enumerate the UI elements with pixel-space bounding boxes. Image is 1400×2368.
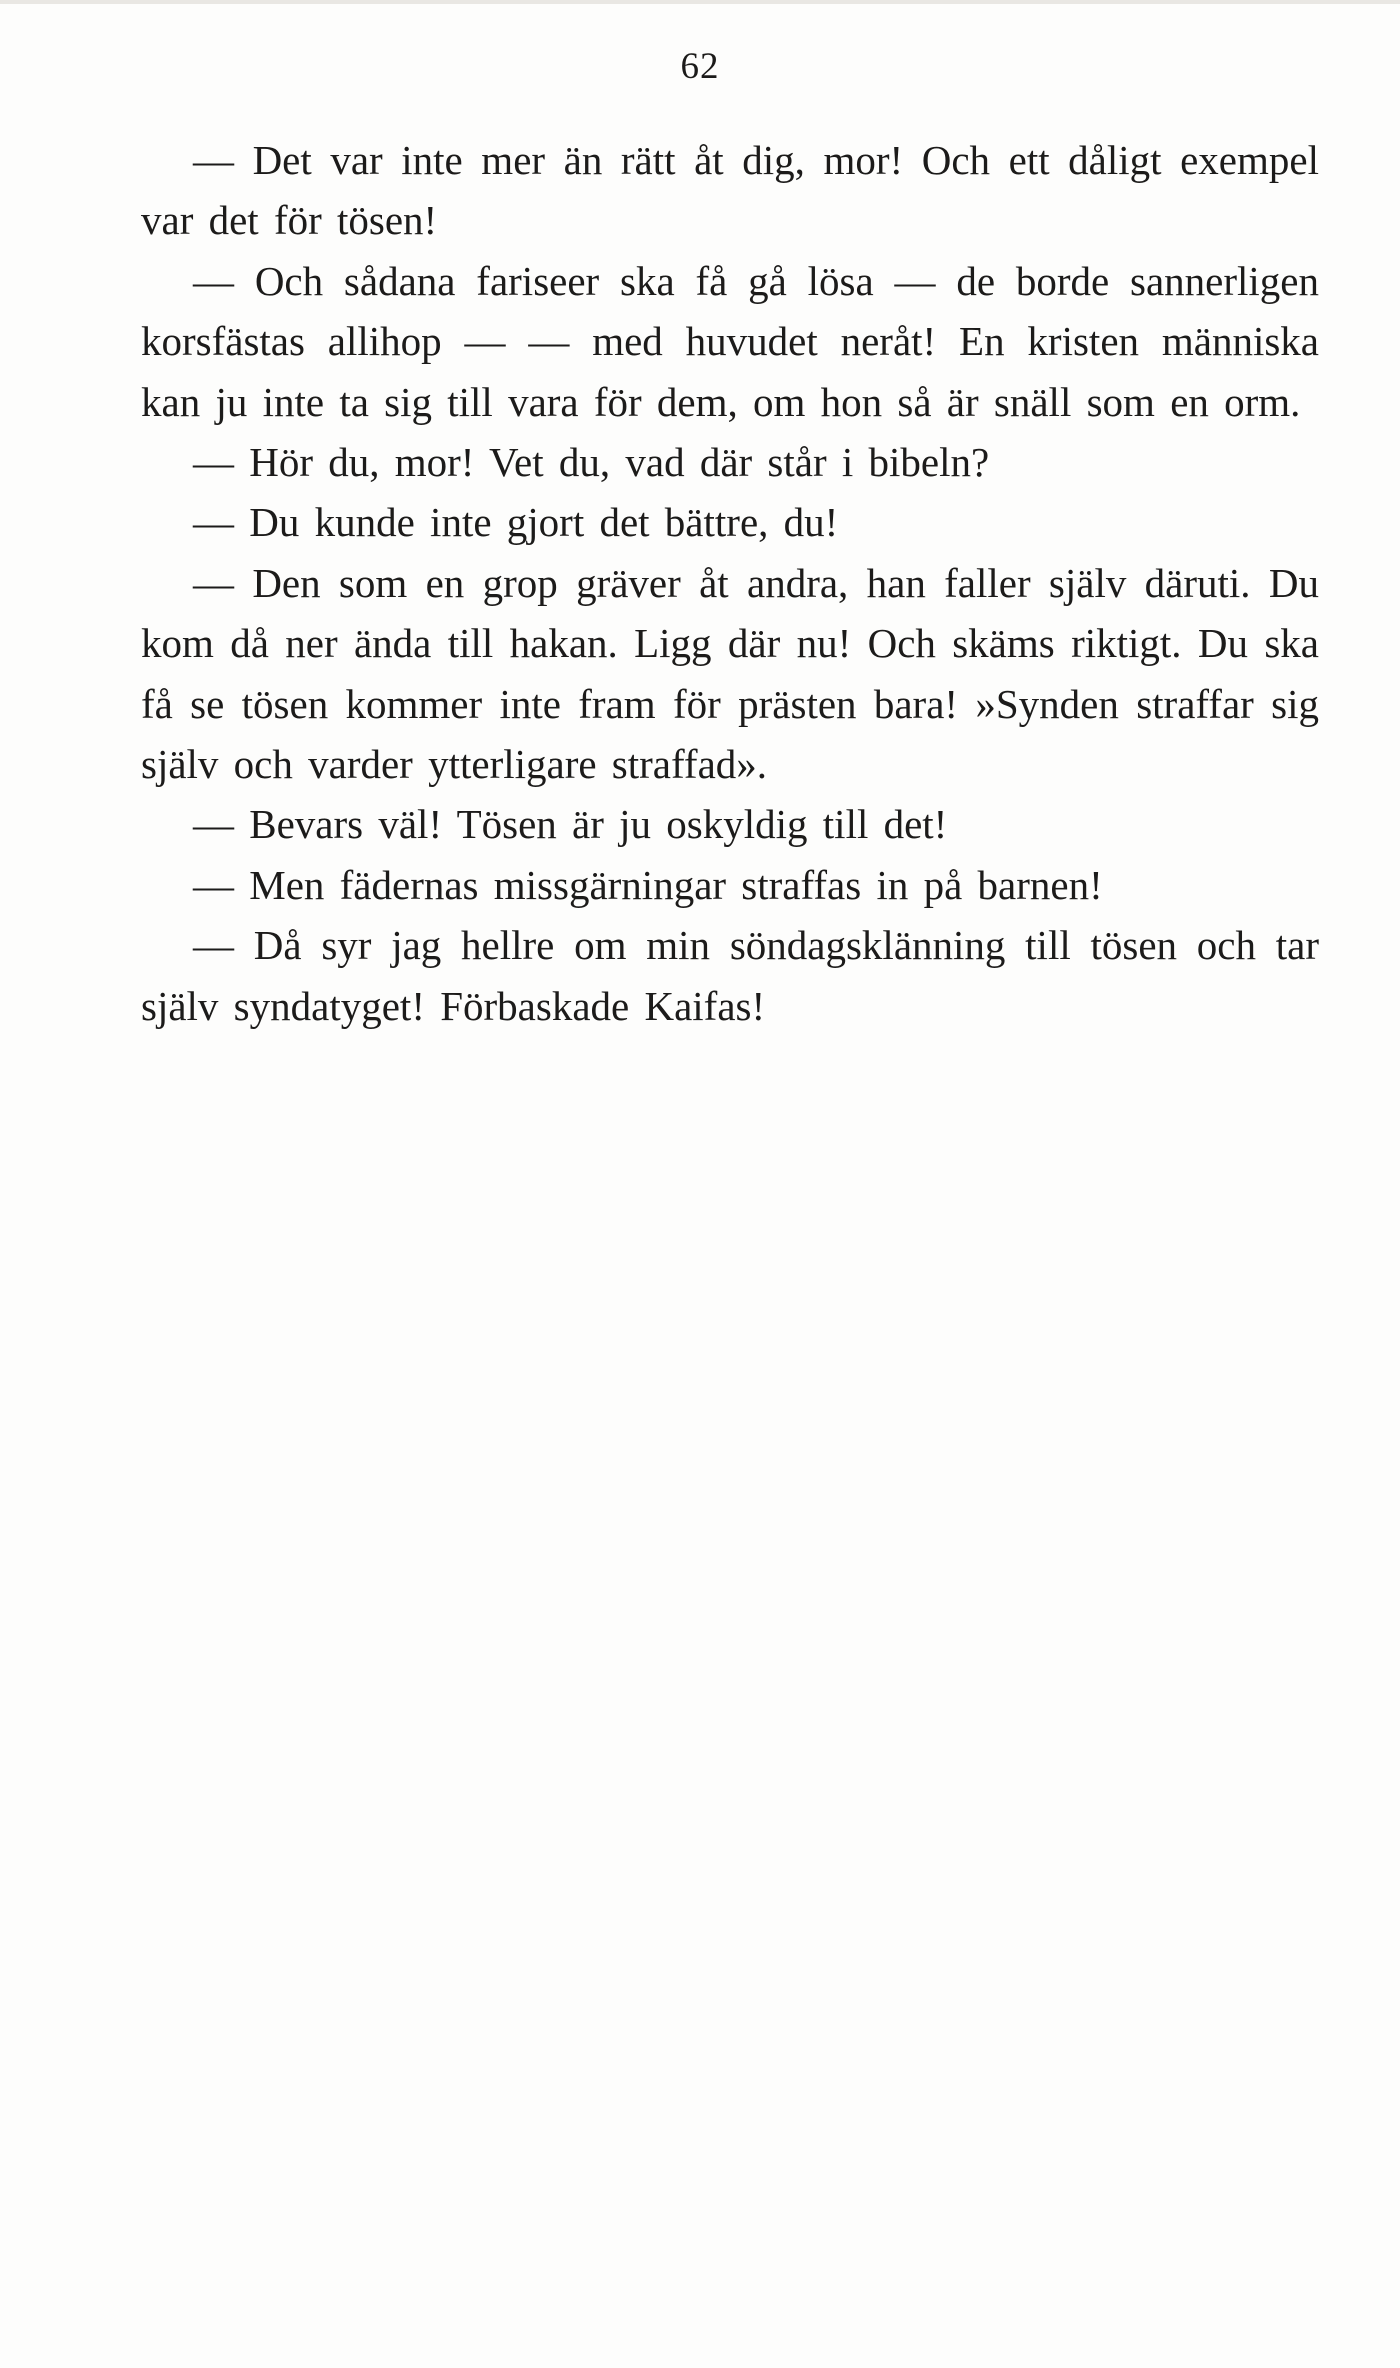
paragraph: — Och sådana fariseer ska få gå lösa — de borde sannerligen korsfästas allihop — — med huvudet neråt! En kristen människa kan ju inte ta sig till vara för dem, om hon så är snäll som en orm. [141, 257, 1319, 425]
paragraph: — Du kunde inte gjort det bättre, du! [193, 499, 839, 546]
page-number: 62 [680, 46, 720, 87]
body-text [141, 130, 1319, 1036]
page-top-edge [0, 0, 1400, 4]
paragraph: — Bevars väl! Tösen är ju oskyldig till det! [193, 801, 948, 848]
paragraph: — Då syr jag hellre om min söndagsklänning till tösen och tar själv syndatyget! Förbaskade Kaifas! [141, 922, 1319, 1029]
paragraph: — Hör du, mor! Vet du, vad där står i bibeln? [193, 439, 990, 486]
paragraph: — Det var inte mer än rätt åt dig, mor! Och ett dåligt exempel var det för tösen! [141, 137, 1319, 244]
paragraph: — Men fädernas missgärningar straffas in på barnen! [193, 861, 1103, 908]
paragraph: — Den som en grop gräver åt andra, han faller själv däruti. Du kom då ner ända till hakan. Ligg där nu! Och skäms riktigt. Du ska få se tösen kommer inte fram för prästen bara! »Synden straffar sig själv och varder ytterligare straffad». [141, 559, 1319, 788]
